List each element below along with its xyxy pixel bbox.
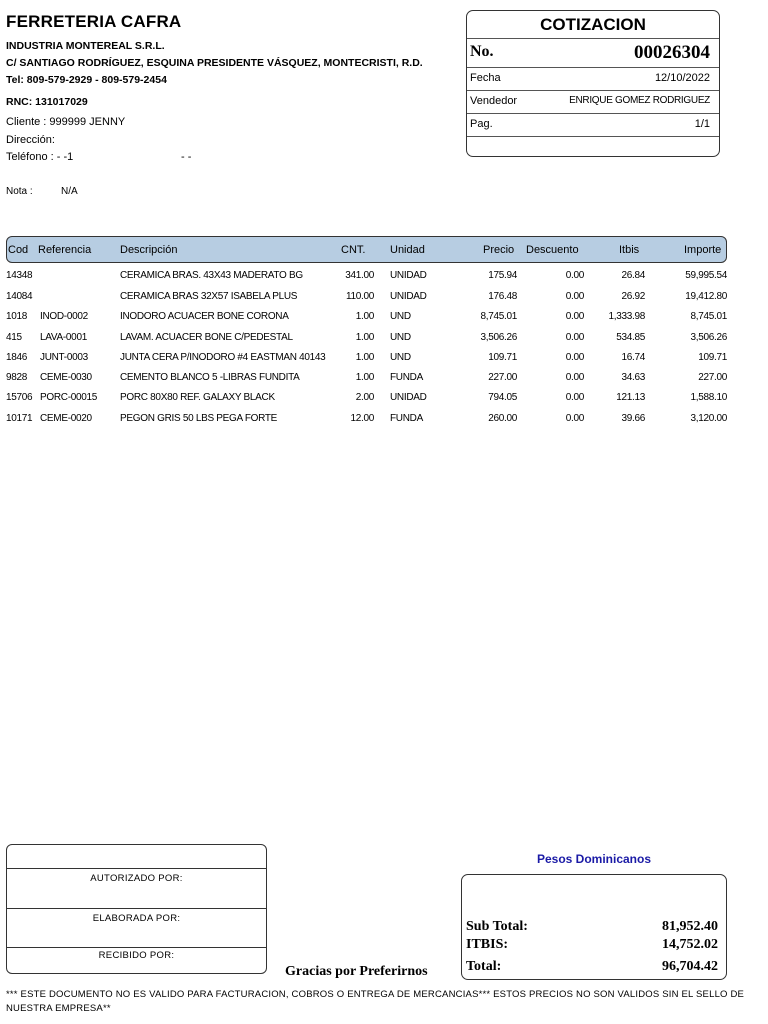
- cell-descuento: 0.00: [565, 352, 584, 363]
- quote-number-value: 00026304: [634, 42, 710, 63]
- quote-date-row: [467, 67, 719, 90]
- cell-importe: 3,506.26: [690, 332, 727, 343]
- quote-seller-label: Vendedor: [470, 95, 518, 107]
- company-name: FERRETERIA CAFRA: [6, 12, 182, 31]
- cell-cnt: 12.00: [350, 413, 374, 424]
- cell-importe: 59,995.54: [685, 270, 727, 281]
- quote-seller-row: [467, 90, 719, 113]
- col-cod: Cod: [8, 244, 29, 256]
- cell-ref: CEME-0020: [40, 413, 92, 424]
- cell-cnt: 1.00: [355, 311, 374, 322]
- cell-importe: 19,412.80: [685, 291, 727, 302]
- disclaimer-footer: *** ESTE DOCUMENTO NO ES VALIDO PARA FACTURACION, COBROS O ENTREGA DE MERCANCIAS*** ESTOS PRECIOS NO SON VALIDOS SIN EL SELLO DE NUESTRA EMPRESA**: [6, 989, 745, 1014]
- items-table-header: [6, 236, 727, 263]
- cell-precio: 8,745.01: [480, 311, 517, 322]
- total-value: 96,704.42: [662, 959, 718, 974]
- cell-itbis: 1,333.98: [608, 311, 645, 322]
- prepared-by-label: ELABORADA POR:: [92, 913, 181, 924]
- col-referencia: Referencia: [38, 244, 92, 256]
- cell-precio: 260.00: [488, 413, 517, 424]
- col-descripcion: Descripción: [120, 244, 178, 256]
- quote-page-label: Pag.: [470, 118, 493, 130]
- signature-divider: [7, 868, 266, 869]
- cell-desc: INODORO ACUACER BONE CORONA: [120, 311, 289, 322]
- thanks-message: Gracias por Preferirnos: [285, 964, 428, 979]
- client-line: Cliente : 999999 JENNY: [6, 116, 126, 128]
- signature-divider: [7, 947, 266, 948]
- cell-cod: 10171: [6, 413, 33, 424]
- cell-importe: 1,588.10: [690, 392, 727, 403]
- table-row: [0, 291, 768, 311]
- quote-number-label: No.: [470, 43, 494, 60]
- cell-itbis: 34.63: [621, 372, 645, 383]
- cell-cnt: 1.00: [355, 332, 374, 343]
- cell-desc: LAVAM. ACUACER BONE C/PEDESTAL: [120, 332, 293, 343]
- cell-cnt: 1.00: [355, 372, 374, 383]
- table-row: [0, 311, 768, 331]
- cell-precio: 176.48: [488, 291, 517, 302]
- phone-extra: - -: [181, 151, 192, 163]
- cell-ref: JUNT-0003: [40, 352, 88, 363]
- table-row: [0, 372, 768, 392]
- cell-descuento: 0.00: [565, 392, 584, 403]
- cell-itbis: 121.13: [616, 392, 645, 403]
- cell-unidad: UNIDAD: [390, 392, 427, 403]
- signature-divider: [7, 908, 266, 909]
- cell-desc: CEMENTO BLANCO 5 -LIBRAS FUNDITA: [120, 372, 300, 383]
- cell-precio: 109.71: [488, 352, 517, 363]
- phone-line: Teléfono : - -1: [6, 151, 74, 163]
- cell-itbis: 534.85: [616, 332, 645, 343]
- cell-importe: 109.71: [698, 352, 727, 363]
- cell-ref: INOD-0002: [40, 311, 88, 322]
- itbis-value: 14,752.02: [662, 937, 718, 952]
- cell-importe: 227.00: [698, 372, 727, 383]
- subtotal-value: 81,952.40: [662, 919, 718, 934]
- quote-date-label: Fecha: [470, 72, 501, 84]
- quote-number-row: [467, 38, 719, 67]
- cell-descuento: 0.00: [565, 291, 584, 302]
- cell-precio: 227.00: [488, 372, 517, 383]
- cell-cod: 15706: [6, 392, 33, 403]
- cell-desc: CERAMICA BRAS. 43X43 MADERATO BG: [120, 270, 303, 281]
- cell-unidad: UND: [390, 352, 411, 363]
- cell-cod: 9828: [6, 372, 28, 383]
- cell-ref: LAVA-0001: [40, 332, 87, 343]
- quote-page-row: [467, 113, 719, 136]
- col-unidad: Unidad: [390, 244, 425, 256]
- quote-page-value: 1/1: [694, 118, 710, 130]
- cell-descuento: 0.00: [565, 413, 584, 424]
- cell-cod: 14348: [6, 270, 33, 281]
- cell-cnt: 341.00: [345, 270, 374, 281]
- note-label: Nota :: [6, 186, 33, 197]
- company-phones: Tel: 809-579-2929 - 809-579-2454: [6, 74, 167, 86]
- cell-itbis: 16.74: [621, 352, 645, 363]
- cell-descuento: 0.00: [565, 270, 584, 281]
- cell-precio: 3,506.26: [480, 332, 517, 343]
- col-precio: Precio: [483, 244, 515, 256]
- authorized-by-label: AUTORIZADO POR:: [90, 873, 183, 884]
- itbis-row: [466, 937, 718, 953]
- subtotal-row: [466, 919, 718, 935]
- cell-cod: 415: [6, 332, 22, 343]
- cell-precio: 794.05: [488, 392, 517, 403]
- col-descuento: Descuento: [526, 244, 579, 256]
- company-rnc: RNC: 131017029: [6, 96, 88, 108]
- cell-itbis: 26.92: [621, 291, 645, 302]
- table-row: [0, 332, 768, 352]
- cell-precio: 175.94: [488, 270, 517, 281]
- table-row: [0, 270, 768, 290]
- signature-box: [6, 844, 267, 974]
- note-value: N/A: [61, 186, 78, 197]
- cell-importe: 3,120.00: [690, 413, 727, 424]
- cell-importe: 8,745.01: [690, 311, 727, 322]
- quote-title: COTIZACION: [540, 15, 646, 34]
- cell-unidad: UNIDAD: [390, 270, 427, 281]
- total-label: Total:: [466, 959, 502, 974]
- cell-descuento: 0.00: [565, 372, 584, 383]
- col-cnt: CNT.: [341, 244, 366, 256]
- subtotal-label: Sub Total:: [466, 919, 528, 934]
- cell-cnt: 110.00: [345, 291, 374, 302]
- cell-desc: PORC 80X80 REF. GALAXY BLACK: [120, 392, 275, 403]
- company-address: C/ SANTIAGO RODRÍGUEZ, ESQUINA PRESIDENTE VÁSQUEZ, MONTECRISTI, R.D.: [6, 57, 423, 69]
- company-legal-name: INDUSTRIA MONTEREAL S.R.L.: [6, 40, 165, 52]
- cell-descuento: 0.00: [565, 311, 584, 322]
- cell-unidad: FUNDA: [390, 413, 423, 424]
- quote-blank-row: [467, 136, 719, 157]
- cell-descuento: 0.00: [565, 332, 584, 343]
- cell-unidad: FUNDA: [390, 372, 423, 383]
- itbis-label: ITBIS:: [466, 937, 509, 952]
- table-row: [0, 413, 768, 433]
- cell-cnt: 2.00: [355, 392, 374, 403]
- cell-cod: 1018: [6, 311, 28, 322]
- table-row: [0, 392, 768, 412]
- address-line: Dirección:: [6, 134, 55, 146]
- totals-box: [461, 874, 727, 980]
- quote-seller-value: ENRIQUE GOMEZ RODRIGUEZ: [569, 95, 710, 106]
- currency-label: Pesos Dominicanos: [536, 852, 652, 866]
- cell-desc: PEGON GRIS 50 LBS PEGA FORTE: [120, 413, 278, 424]
- table-row: [0, 352, 768, 372]
- total-row: [466, 959, 718, 975]
- cell-unidad: UND: [390, 332, 411, 343]
- cell-ref: PORC-00015: [40, 392, 98, 403]
- cell-itbis: 39.66: [621, 413, 645, 424]
- cell-unidad: UNIDAD: [390, 291, 427, 302]
- cell-itbis: 26.84: [621, 270, 645, 281]
- col-importe: Importe: [684, 244, 722, 256]
- col-itbis: Itbis: [619, 244, 640, 256]
- cell-desc: CERAMICA BRAS 32X57 ISABELA PLUS: [120, 291, 298, 302]
- quote-date-value: 12/10/2022: [654, 72, 710, 84]
- cell-cod: 14084: [6, 291, 33, 302]
- cell-cod: 1846: [6, 352, 28, 363]
- quote-info-box: [466, 10, 720, 157]
- cell-ref: CEME-0030: [40, 372, 92, 383]
- received-by-label: RECIBIDO POR:: [98, 950, 175, 961]
- cell-desc: JUNTA CERA P/INODORO #4 EASTMAN 40143: [120, 352, 326, 363]
- cell-cnt: 1.00: [355, 352, 374, 363]
- cell-unidad: UND: [390, 311, 411, 322]
